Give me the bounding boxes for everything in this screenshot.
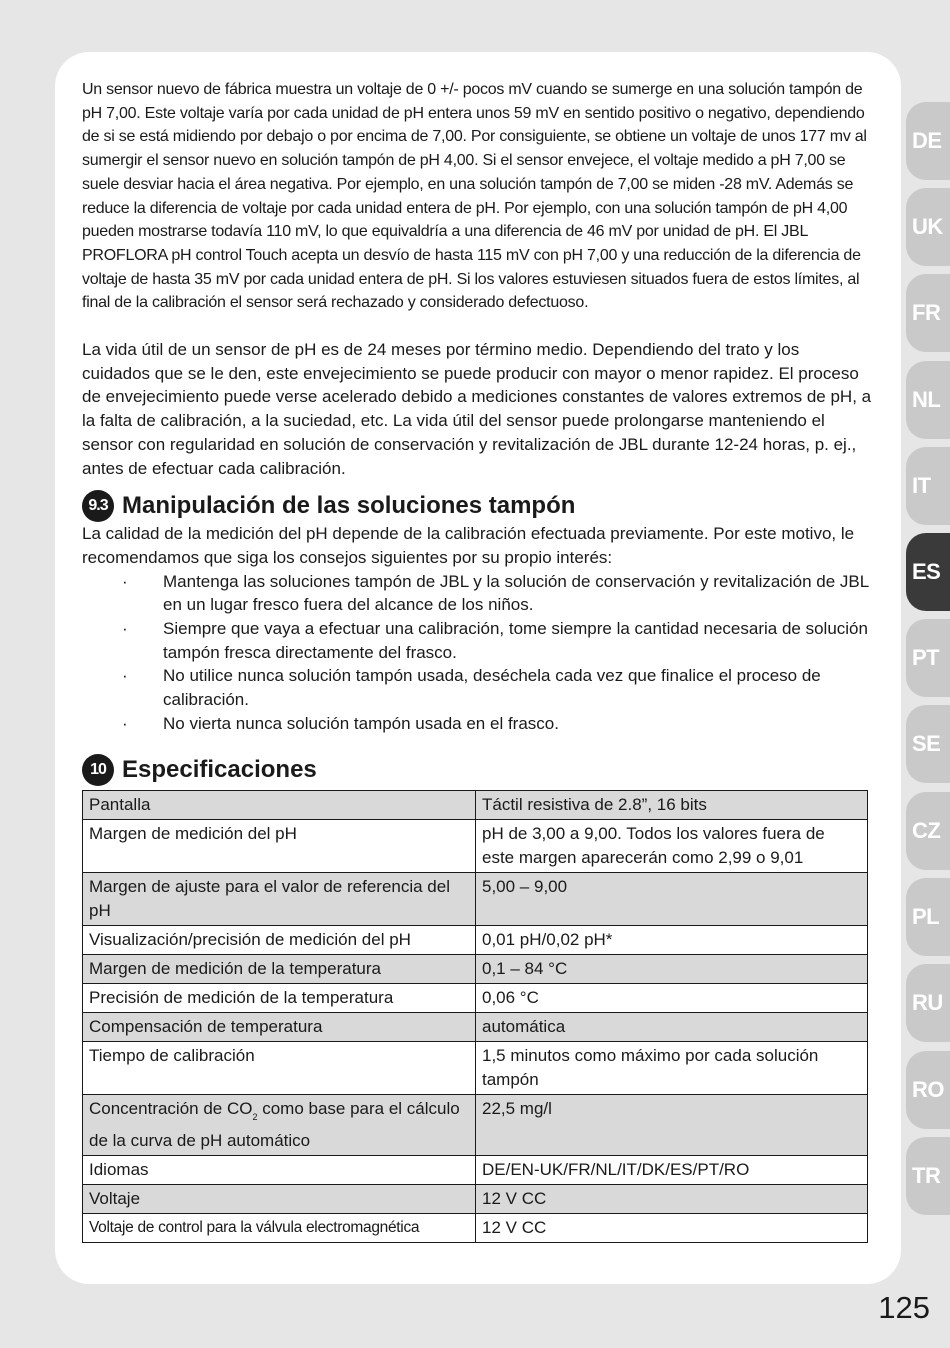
spec-value: 0,1 – 84 °C	[476, 954, 868, 983]
spec-label-part: Concentración de CO	[89, 1098, 253, 1118]
subscript-two: 2	[252, 1111, 258, 1122]
table-row	[83, 1094, 868, 1155]
spec-label	[83, 1094, 476, 1155]
table-row	[83, 1012, 868, 1041]
bullet-dot: ·	[122, 619, 128, 639]
paragraph-sensor-voltage: Un sensor nuevo de fábrica muestra un voltaje de 0 +/- pocos mV cuando se sumerge en una solución tampón de pH 7,00. Este voltaje varía por cada unidad de pH entera unos 59 mV en sentido positivo o negativo, dependiendo de si se está midiendo por debajo o por encima de 7,00. Por consiguiente, se obtiene un voltaje de unos 177 mv al sumergir el sensor nuevo en solución tampón de pH 4,00. Si el sensor envejece, el voltaje medido a pH 7,00 se suele desviar hacia el área negativa. Por ejemplo, en una solución tampón de 7,00 se miden -28 mV. Además se reduce la diferencia de voltaje por cada unidad entera de pH. Por ejemplo, con una solución tampón de pH 4,00 pueden mostrarse todavía 110 mV, lo que equivaldría a una diferencia de 46 mV por unidad de pH. El JBL PROFLORA pH control Touch acepta un desvío de hasta 115 mV con pH 7,00 y una reducción de la diferencia de voltaje de hasta 35 mV por cada unidad entera de pH. Si los valores estuviesen situados fuera de estos límites, al final de la calibración el sensor será rechazado y considerado defectuoso.	[82, 81, 867, 312]
tab-cz[interactable]: CZ	[906, 792, 950, 870]
spec-label: Margen de medición del pH	[83, 819, 476, 872]
spec-label: Pantalla	[83, 790, 476, 819]
table-row	[83, 1213, 868, 1242]
spec-label: Idiomas	[83, 1155, 476, 1184]
tab-nl[interactable]: NL	[906, 361, 950, 439]
table-row	[83, 790, 868, 819]
section-title: Especificaciones	[122, 755, 317, 783]
section-heading-specs	[82, 754, 872, 786]
tab-fr[interactable]: FR	[906, 274, 950, 352]
table-row	[83, 925, 868, 954]
tab-se[interactable]: SE	[906, 705, 950, 783]
page-content	[82, 78, 872, 1243]
bullet-dot: ·	[122, 571, 128, 591]
spec-label: Margen de medición de la temperatura	[83, 954, 476, 983]
list-item	[82, 664, 872, 711]
spec-value: pH de 3,00 a 9,00. Todos los valores fuera de este margen aparecerán como 2,99 o 9,01	[476, 819, 868, 872]
spec-value: 5,00 – 9,00	[476, 872, 868, 925]
bullet-dot: ·	[122, 713, 128, 733]
spec-value: 12 V CC	[476, 1184, 868, 1213]
list-item	[82, 712, 872, 736]
spec-label-part: como base para el cálculo de la curva de pH automático	[89, 1098, 460, 1150]
table-row	[83, 983, 868, 1012]
section-heading-buffer	[82, 490, 872, 522]
list-item	[82, 570, 872, 617]
paragraph-sensor-lifetime: La vida útil de un sensor de pH es de 24 meses por término medio. Dependiendo del trato y los cuidados que se le den, este envejecimiento se puede producir con mayor o menor rapidez. El proceso de envejecimiento puede verse acelerado debido a mediciones constantes de valores extremos de pH, a la falta de calibración, a la suciedad, etc. La vida útil del sensor puede prolongarse manteniendo el sensor con regularidad en solución de conservación y revitalización de JBL durante 12-24 horas, p. ej., antes de efectuar cada calibración.	[82, 340, 872, 478]
spec-value: Táctil resistiva de 2.8”, 16 bits	[476, 790, 868, 819]
list-item-text: Mantenga las soluciones tampón de JBL y la solución de conservación y revitalización de JBL en un lugar fresco fuera del alcance de los niños.	[163, 571, 869, 615]
tab-ru[interactable]: RU	[906, 964, 950, 1042]
tab-ro[interactable]: RO	[906, 1051, 950, 1129]
table-row	[83, 1155, 868, 1184]
tab-pt[interactable]: PT	[906, 619, 950, 697]
buffer-tips-list	[82, 570, 872, 736]
section-title: Manipulación de las soluciones tampón	[122, 492, 576, 520]
section-number-badge: 10	[82, 754, 114, 786]
tab-tr[interactable]: TR	[906, 1137, 950, 1215]
tab-es[interactable]: ES	[906, 533, 950, 611]
tab-pl[interactable]: PL	[906, 878, 950, 956]
list-item-text: Siempre que vaya a efectuar una calibración, tome siempre la cantidad necesaria de solución tampón fresca directamente del frasco.	[163, 619, 868, 662]
bullet-dot: ·	[122, 666, 128, 686]
spec-value: automática	[476, 1012, 868, 1041]
spec-label: Compensación de temperatura	[83, 1012, 476, 1041]
page-number: 125	[878, 1290, 930, 1325]
specifications-table	[82, 790, 868, 1243]
spec-label: Precisión de medición de la temperatura	[83, 983, 476, 1012]
spec-value: 0,01 pH/0,02 pH*	[476, 925, 868, 954]
list-item-text: No vierta nunca solución tampón usada en el frasco.	[163, 713, 559, 733]
list-item	[82, 617, 872, 664]
spec-value: DE/EN-UK/FR/NL/IT/DK/ES/PT/RO	[476, 1155, 868, 1184]
spec-label: Voltaje	[83, 1184, 476, 1213]
spec-value: 0,06 °C	[476, 983, 868, 1012]
list-item-text: No utilice nunca solución tampón usada, deséchela cada vez que finalice el proceso de calibración.	[163, 666, 821, 710]
table-row	[83, 819, 868, 872]
spec-label: Tiempo de calibración	[83, 1041, 476, 1094]
tab-de[interactable]: DE	[906, 102, 950, 180]
spec-value: 22,5 mg/l	[476, 1094, 868, 1155]
section-number-badge: 9.3	[82, 490, 114, 522]
spec-label: Visualización/precisión de medición del pH	[83, 925, 476, 954]
table-row	[83, 1184, 868, 1213]
table-row	[83, 872, 868, 925]
section-intro: La calidad de la medición del pH depende de la calibración efectuada previamente. Por este motivo, le recomendamos que siga los consejos siguientes por su propio interés:	[82, 524, 855, 567]
table-row	[83, 1041, 868, 1094]
spec-value: 12 V CC	[476, 1213, 868, 1242]
tab-uk[interactable]: UK	[906, 188, 950, 266]
spec-value: 1,5 minutos como máximo por cada solución tampón	[476, 1041, 868, 1094]
spec-label: Margen de ajuste para el valor de referencia del pH	[83, 872, 476, 925]
spec-label: Voltaje de control para la válvula electromagnética	[83, 1213, 476, 1242]
table-row	[83, 954, 868, 983]
tab-it[interactable]: IT	[906, 447, 950, 525]
